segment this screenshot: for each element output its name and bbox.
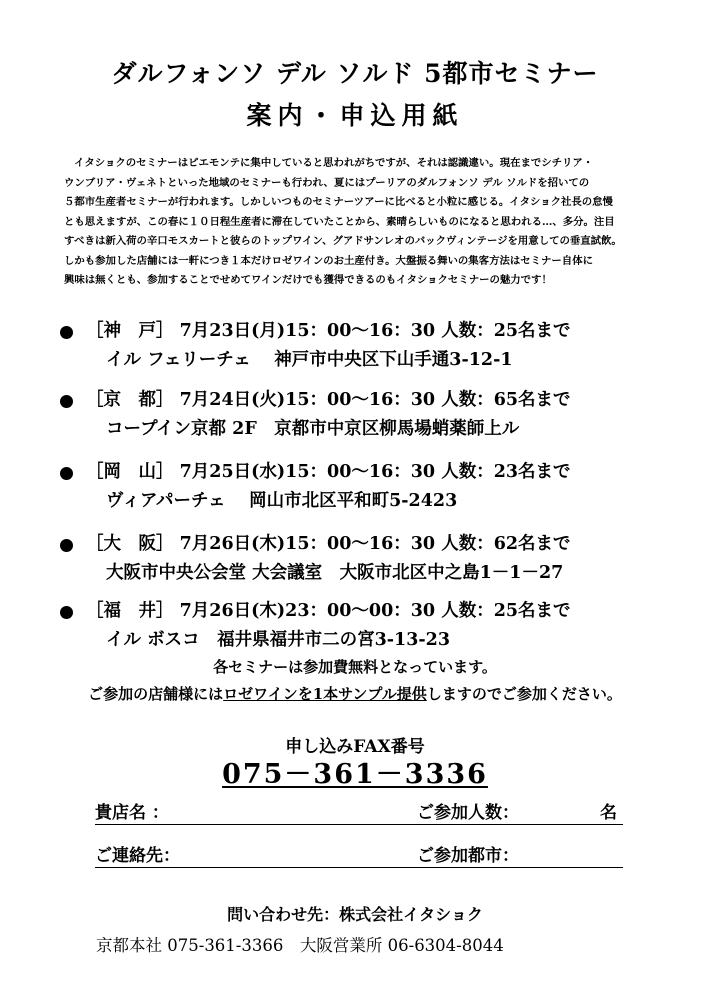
participants-field[interactable]: ご参加人数： (417, 803, 519, 823)
event-okayama (60, 461, 690, 512)
event-schedule: 7月24日(火)15：00～16：30 (179, 390, 436, 410)
intro-line: ウンブリア・ヴェネトといった地域のセミナーも行われ、夏にはプーリアのダルフォンソ デル ソルドを招いての (64, 176, 590, 189)
intro-line: 興味は無くとも、参加することでせめてワインだけでも獲得できるのもイタショクセミナーの魅力です！ (64, 274, 552, 286)
participants-unit: 名 (600, 803, 617, 823)
event-capacity: 人数：65名まで (441, 390, 571, 410)
shop-name-field[interactable]: 貴店名 ： (95, 803, 169, 823)
event-schedule: 7月25日(水)15：00～16：30 (179, 462, 436, 482)
event-kobe (60, 320, 690, 371)
event-venue: イル フェリーチェ 神戸市中央区下山手通3-12-1 (106, 350, 513, 370)
event-venue: イル ボスコ 福井県福井市二の宮3-13-23 (106, 630, 451, 650)
event-kyoto (60, 389, 690, 440)
sample-note-highlight: ロゼワインを1本サンプル提供 (223, 685, 427, 703)
sample-note-before: ご参加の店舗様には (88, 685, 224, 703)
event-schedule: 7月23日(月)15：00～16：30 (179, 321, 436, 341)
document-title: ダルフォンソ デル ソルド 5都市セミナー (111, 59, 599, 88)
event-venue: コープイン京都 2F 京都市中京区柳馬場蛸薬師上ル (106, 419, 520, 439)
event-city: ［福 井］ (86, 601, 174, 621)
event-city: ［神 戸］ (86, 321, 174, 341)
intro-line: しかも参加した店舗には一軒につき１本だけロゼワインのお土産付き。大盤振る舞いの集客方法はセミナー自体に (64, 254, 593, 267)
event-capacity: 人数：62名まで (441, 534, 571, 554)
intro-line: とも思えますが、この春に１０日程生産者に滞在していたことから、素晴らしいものになると思われる…、多分。注目 (64, 215, 615, 228)
bullet-icon (60, 539, 73, 552)
document-subtitle: 案内・申込用紙 (246, 101, 464, 130)
form-row-shop (95, 794, 623, 825)
event-capacity: 人数：25名まで (441, 321, 571, 341)
intro-paragraph (64, 154, 664, 291)
event-osaka (60, 533, 690, 584)
bullet-icon (60, 395, 73, 408)
fax-number-wrapper (0, 752, 710, 791)
sample-note (0, 683, 710, 704)
sample-note-after: しますのでご参加ください。 (426, 685, 622, 703)
event-schedule: 7月26日(木)15：00～16：30 (179, 534, 436, 554)
fax-number: 075－361－3336 (222, 759, 488, 790)
event-capacity: 人数：25名まで (441, 601, 571, 621)
intro-line: イタショクのセミナーはピエモンテに集中していると思われがちですが、それは認識違い。現在までシチリア・ (74, 157, 594, 169)
event-capacity: 人数：23名まで (441, 462, 571, 482)
intro-line: すべきは新入荷の辛口モスカートと彼らのトップワイン、グアドサンレオのバックヴィンテージを用意しての垂直試飲。 (64, 235, 622, 247)
office-phone-numbers: 京都本社 075-361-3366 大阪営業所 06-6304-8044 (96, 936, 504, 955)
event-city: ［大 阪］ (86, 534, 174, 554)
inquiry-company: 問い合わせ先：株式会社イタショク (227, 905, 483, 924)
bullet-icon (60, 606, 73, 619)
event-venue: 大阪市中央公会堂 大会議室 大阪市北区中之島1－1－27 (106, 563, 564, 583)
free-admission-note: 各セミナーは参加費無料となっています。 (213, 658, 497, 676)
city-field[interactable]: ご参加都市： (417, 846, 519, 866)
event-venue: ヴィアパーチェ 岡山市北区平和町5-2423 (106, 491, 458, 511)
event-city: ［京 都］ (86, 390, 174, 410)
event-fukui (60, 600, 690, 651)
bullet-icon (60, 326, 73, 339)
contact-field[interactable]: ご連絡先： (95, 846, 180, 866)
intro-line: ５都市生産者セミナーが行われます。しかしいつものセミナーツアーに比べると小粒に感じる。イタショク社長の怠慢 (64, 196, 613, 208)
event-city: ［岡 山］ (86, 462, 174, 482)
event-schedule: 7月26日(木)23：00～00：30 (179, 601, 436, 621)
bullet-icon (60, 467, 73, 480)
form-row-contact (95, 837, 623, 868)
fax-label: 申し込みFAX番号 (285, 737, 425, 757)
